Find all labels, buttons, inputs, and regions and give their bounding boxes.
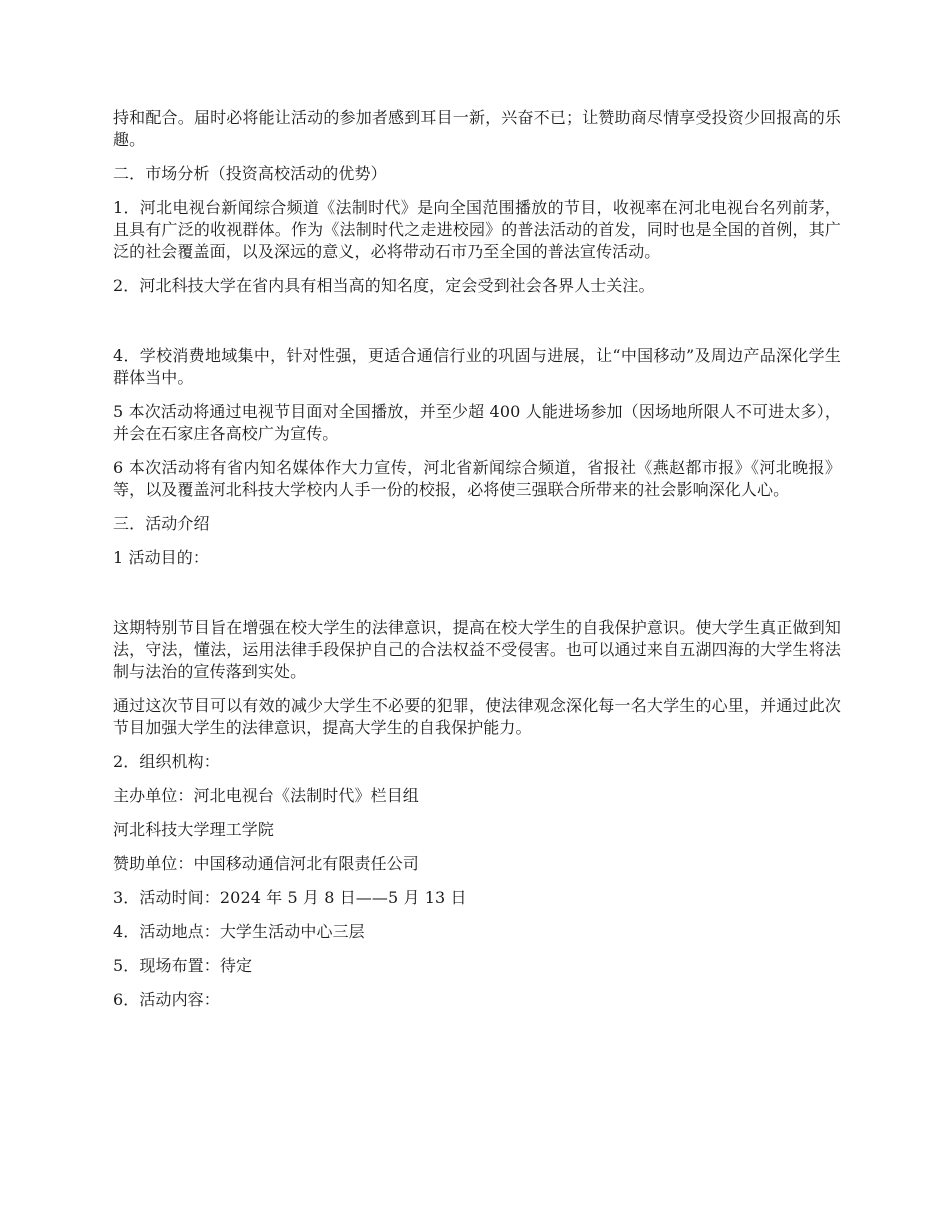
section-heading-market-analysis: 二．市场分析（投资高校活动的优势） [113,164,387,183]
paragraph-market-point-1: 1．河北电视台新闻综合频道《法制时代》是向全国范围播放的节目，收视率在河北电视台名列前茅，且具有广泛的收视群体。作为《法制时代之走进校园》的普法活动的首发，同时也是全国的首例，其广泛的社会覆盖面，以及深远的意义，必将带动石市乃至全国的普法宣传活动。 [113,198,841,261]
line-host-unit-2: 河北科技大学理工学院 [113,820,275,839]
subheading-organization: 2．组织机构： [113,752,220,771]
document-page [113,107,841,1023]
paragraph-purpose-2: 通过这次节目可以有效的减少大学生不必要的犯罪，使法律观念深化每一名大学生的心里，并通过此次节目加强大学生的法律意识，提高大学生的自我保护能力。 [113,696,841,737]
subheading-activity-purpose: 1 活动目的： [113,548,209,567]
line-venue-setup: 5．现场布置：待定 [113,956,253,975]
blank-spacer [113,581,841,617]
paragraph-market-point-2: 2．河北科技大学在省内具有相当高的知名度，定会受到社会各界人士关注。 [113,276,655,295]
paragraph-market-point-4: 4．学校消费地域集中，针对性强，更适合通信行业的巩固与进展，让“中国移动”及周边产品深化学生群体当中。 [113,346,841,387]
paragraph-market-point-5: 5 本次活动将通过电视节目面对全国播放，并至少超 400 人能进场参加（因场地所限人不可进太多），并会在石家庄各高校广为宣传。 [113,402,841,443]
paragraph-market-point-6: 6 本次活动将有省内知名媒体作大力宣传，河北省新闻综合频道，省报社《燕赵都市报》《河北晚报》等，以及覆盖河北科技大学校内人手一份的校报，必将使三强联合所带来的社会影响深化人心。 [113,458,841,499]
line-host-unit: 主办单位：河北电视台《法制时代》栏目组 [113,786,419,805]
paragraph-purpose-1: 这期特别节目旨在增强在校大学生的法律意识，提高在校大学生的自我保护意识。使大学生真正做到知法，守法，懂法，运用法律手段保护自己的合法权益不受侵害。也可以通过来自五湖四海的大学生将法制与法治的宣传落到实处。 [113,618,841,681]
line-activity-time: 3．活动时间：2024 年 5 月 8 日——5 月 13 日 [113,888,467,907]
line-activity-content: 6．活动内容： [113,990,220,1009]
section-heading-activity-intro: 三．活动介绍 [113,514,210,533]
paragraph-intro-continuation: 持和配合。届时必将能让活动的参加者感到耳目一新，兴奋不已；让赞助商尽情享受投资少回报高的乐趣。 [113,108,841,149]
line-activity-location: 4．活动地点：大学生活动中心三层 [113,922,365,941]
blank-spacer [113,309,841,345]
line-sponsor-unit: 赞助单位：中国移动通信河北有限责任公司 [113,854,419,873]
